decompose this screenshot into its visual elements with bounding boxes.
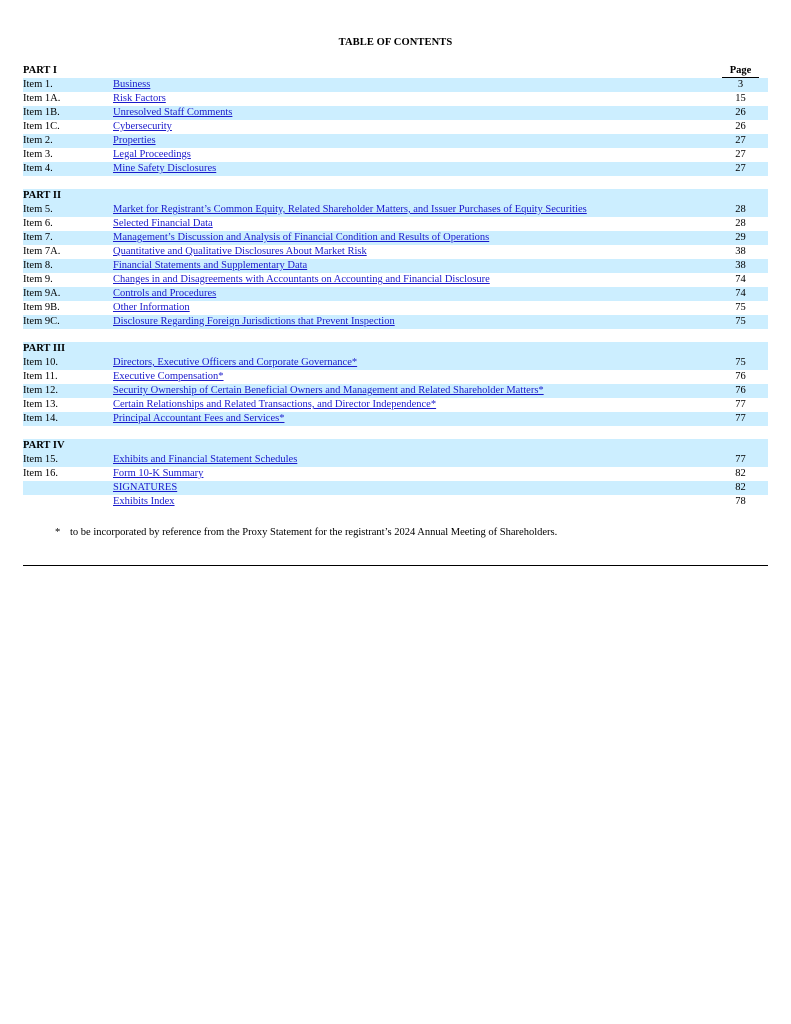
item-title-cell [113,287,713,301]
item-number: Item 8. [23,259,113,273]
toc-link[interactable]: Risk Factors [113,93,166,104]
part-header-row [23,439,768,453]
item-title-cell [113,78,713,92]
item-number: Item 7. [23,231,113,245]
page-number: 75 [713,315,768,329]
toc-row [23,412,768,426]
page-column-header [713,439,768,453]
item-number: Item 1B. [23,106,113,120]
toc-link[interactable]: Mine Safety Disclosures [113,163,217,174]
footnote [55,527,557,538]
item-title-cell [113,412,713,426]
page-number: 27 [713,134,768,148]
page-header-label: Page [722,64,760,78]
page-number: 29 [713,231,768,245]
page-number: 27 [735,149,746,160]
toc-row [23,162,768,176]
item-number: Item 15. [23,453,113,467]
part-header-blank [113,64,713,78]
toc-row [23,315,768,329]
item-number: Item 1C. [23,121,60,132]
item-number: Item 10. [23,356,113,370]
spacer-cell [23,426,768,439]
spacer-cell [23,176,768,189]
item-number: Item 9C. [23,315,113,329]
page-number: 26 [735,121,746,132]
part-header-blank [113,439,713,453]
part-header-row [23,342,768,356]
item-title-cell [113,134,713,148]
toc-link[interactable]: Business [113,79,151,90]
toc-row [23,217,768,231]
item-number: Item 5. [23,203,113,217]
item-number: Item 9B. [23,302,60,313]
section-spacer [23,176,768,189]
part-label: PART II [23,189,113,203]
toc-row [23,398,768,412]
part-label: PART III [23,342,113,356]
toc-body [23,64,768,509]
page-number: 77 [713,412,768,426]
page-number: 27 [713,162,768,176]
toc-row [23,495,768,509]
part-header-row [23,64,768,78]
page-number: 26 [713,106,768,120]
page-number: 38 [713,259,768,273]
toc-row [23,231,768,245]
toc-table [23,64,768,509]
item-title-cell [113,301,713,315]
item-title-cell [113,259,713,273]
item-number: Item 6. [23,218,53,229]
toc-link[interactable]: Quantitative and Qualitative Disclosures About Market Risk [113,246,367,257]
page-number: 75 [713,356,768,370]
toc-link[interactable]: Certain Relationships and Related Transactions, and Director Independence* [113,399,437,410]
page-number: 28 [713,203,768,217]
item-number: Item 13. [23,399,58,410]
item-number [23,495,113,509]
item-title-cell [113,231,713,245]
section-spacer [23,329,768,342]
item-number [23,481,113,495]
toc-row [23,259,768,273]
item-title-cell [113,92,713,106]
page-column-header [713,64,768,78]
footnote-text: to be incorporated by reference from the Proxy Statement for the registrant’s 2024 Annual Meeting of Shareholders. [70,527,558,538]
page-number: 15 [735,93,746,104]
toc-row [23,301,768,315]
item-number: Item 11. [23,371,58,382]
toc-row [23,134,768,148]
toc-link[interactable]: Exhibits Index [113,496,175,507]
toc-row [23,370,768,384]
part-header-blank [113,189,713,203]
page-column-header [713,342,768,356]
toc-link[interactable]: Financial Statements and Supplementary Data [113,260,308,271]
toc-link[interactable]: Executive Compensation* [113,371,224,382]
page-number: 77 [713,453,768,467]
item-title-cell [113,273,713,287]
item-title-cell [113,148,713,162]
spacer-cell [23,329,768,342]
toc-link[interactable]: Controls and Procedures [113,288,217,299]
item-title-cell [113,245,713,259]
page-number: 76 [713,384,768,398]
page-number: 28 [735,218,746,229]
toc-link[interactable]: Directors, Executive Officers and Corporate Governance* [113,357,358,368]
toc-row [23,92,768,106]
item-number: Item 14. [23,412,113,426]
toc-row [23,384,768,398]
toc-link[interactable]: Unresolved Staff Comments [113,107,233,118]
toc-link[interactable]: Management’s Discussion and Analysis of Financial Condition and Results of Operations [113,232,490,243]
toc-row [23,203,768,217]
page-number: 82 [735,468,746,479]
toc-link[interactable]: Properties [113,135,156,146]
item-number: Item 7A. [23,246,61,257]
toc-link[interactable]: Exhibits and Financial Statement Schedules [113,454,298,465]
item-title-cell [113,106,713,120]
item-title-cell [113,162,713,176]
item-title-cell [113,453,713,467]
item-number: Item 2. [23,134,113,148]
part-header-blank [113,342,713,356]
item-number: Item 3. [23,149,53,160]
item-title-cell [113,384,713,398]
item-title-cell [113,398,713,412]
footnote-marker: * [55,527,61,538]
toc-row [23,467,768,481]
item-number: Item 9A. [23,287,113,301]
item-title-cell [113,120,713,134]
page-number: 76 [735,371,746,382]
page-number: 74 [735,274,746,285]
toc-link[interactable]: Form 10-K Summary [113,468,204,479]
page-title: TABLE OF CONTENTS [338,37,453,48]
toc-row [23,120,768,134]
item-title-cell [113,315,713,329]
toc-link[interactable]: Other Information [113,302,190,313]
toc-row [23,106,768,120]
item-title-cell [113,203,713,217]
item-title-cell [113,217,713,231]
item-title-cell [113,370,713,384]
item-title-cell [113,481,713,495]
toc-link[interactable]: Security Ownership of Certain Beneficial Owners and Management and Related Shareholder Matters* [113,385,544,396]
page-column-header [713,189,768,203]
toc-link[interactable]: Legal Proceedings [113,149,191,160]
item-number: Item 4. [23,162,113,176]
page-number: 78 [735,496,746,507]
toc-row [23,245,768,259]
item-title-cell [113,467,713,481]
toc-link[interactable]: SIGNATURES [113,482,178,493]
toc-row [23,453,768,467]
page-number: 38 [735,246,746,257]
item-number: Item 12. [23,384,113,398]
toc-link[interactable]: Cybersecurity [113,121,172,132]
toc-row [23,356,768,370]
toc-row [23,148,768,162]
part-label: PART I [23,65,57,76]
item-number: Item 9. [23,274,53,285]
page-number: 77 [735,399,746,410]
item-number: Item 1. [23,78,113,92]
page-number: 74 [713,287,768,301]
toc-row [23,273,768,287]
toc-link[interactable]: Principal Accountant Fees and Services* [113,413,285,424]
page-number: 75 [735,302,746,313]
section-spacer [23,426,768,439]
toc-row [23,481,768,495]
toc-link[interactable]: Changes in and Disagreements with Accountants on Accounting and Financial Disclosure [113,274,490,285]
item-number: Item 16. [23,468,58,479]
item-title-cell [113,495,713,509]
part-label: PART IV [23,439,113,453]
page-number: 82 [713,481,768,495]
item-number: Item 1A. [23,93,61,104]
part-header-row [23,189,768,203]
toc-link[interactable]: Disclosure Regarding Foreign Jurisdictions that Prevent Inspection [113,316,395,327]
toc-row [23,287,768,301]
bottom-divider [23,565,768,566]
toc-row [23,78,768,92]
toc-link[interactable]: Market for Registrant’s Common Equity, Related Shareholder Matters, and Issuer Purchases of Equity Securities [113,204,587,215]
toc-link[interactable]: Selected Financial Data [113,218,213,229]
page-number: 3 [713,78,768,92]
item-title-cell [113,356,713,370]
